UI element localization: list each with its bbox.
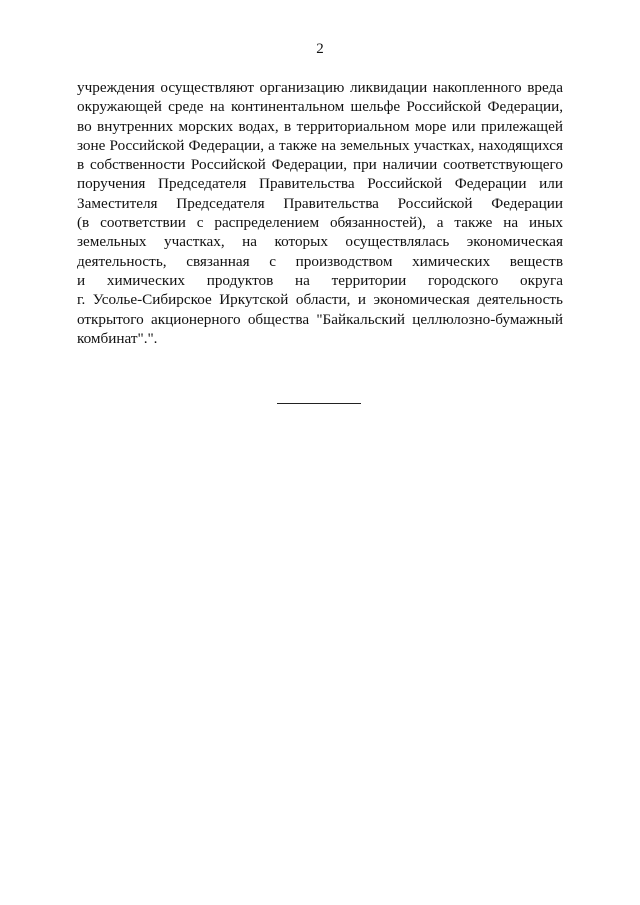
paragraph-line-1: учреждения осуществляют организацию ликвидации накопленного вреда (77, 79, 563, 96)
paragraph-line-9: земельных участках, на которых осуществлялась экономическая (77, 233, 563, 251)
paragraph-line-6: поручения Председателя Правительства Российской Федерации или (77, 175, 563, 193)
page-number: 2 (316, 41, 324, 57)
paragraph-line-14: комбинат".". (77, 329, 158, 347)
paragraph-line-11: и химических продуктов на территории городского округа (77, 271, 563, 289)
paragraph-line-10: деятельность, связанная с производством химических веществ (77, 252, 563, 270)
end-of-document-rule (277, 403, 361, 404)
paragraph-line-5: в собственности Российской Федерации, при наличии соответствующего (77, 156, 563, 174)
paragraph-line-4: зоне Российской Федерации, а также на земельных участках, находящихся (77, 136, 563, 154)
body-paragraph (77, 78, 563, 348)
paragraph-line-7: Заместителя Председателя Правительства Российской Федерации (77, 194, 563, 212)
paragraph-line-12: г. Усолье-Сибирское Иркутской области, и экономическая деятельность (77, 291, 563, 309)
paragraph-line-2: окружающей среде на континентальном шельфе Российской Федерации, (77, 98, 563, 116)
paragraph-line-13: открытого акционерного общества "Байкальский целлюлозно-бумажный (77, 310, 563, 328)
paragraph-line-3: во внутренних морских водах, в территориальном море или прилежащей (77, 117, 563, 135)
paragraph-line-8: (в соответствии с распределением обязанностей), а также на иных (77, 214, 563, 232)
